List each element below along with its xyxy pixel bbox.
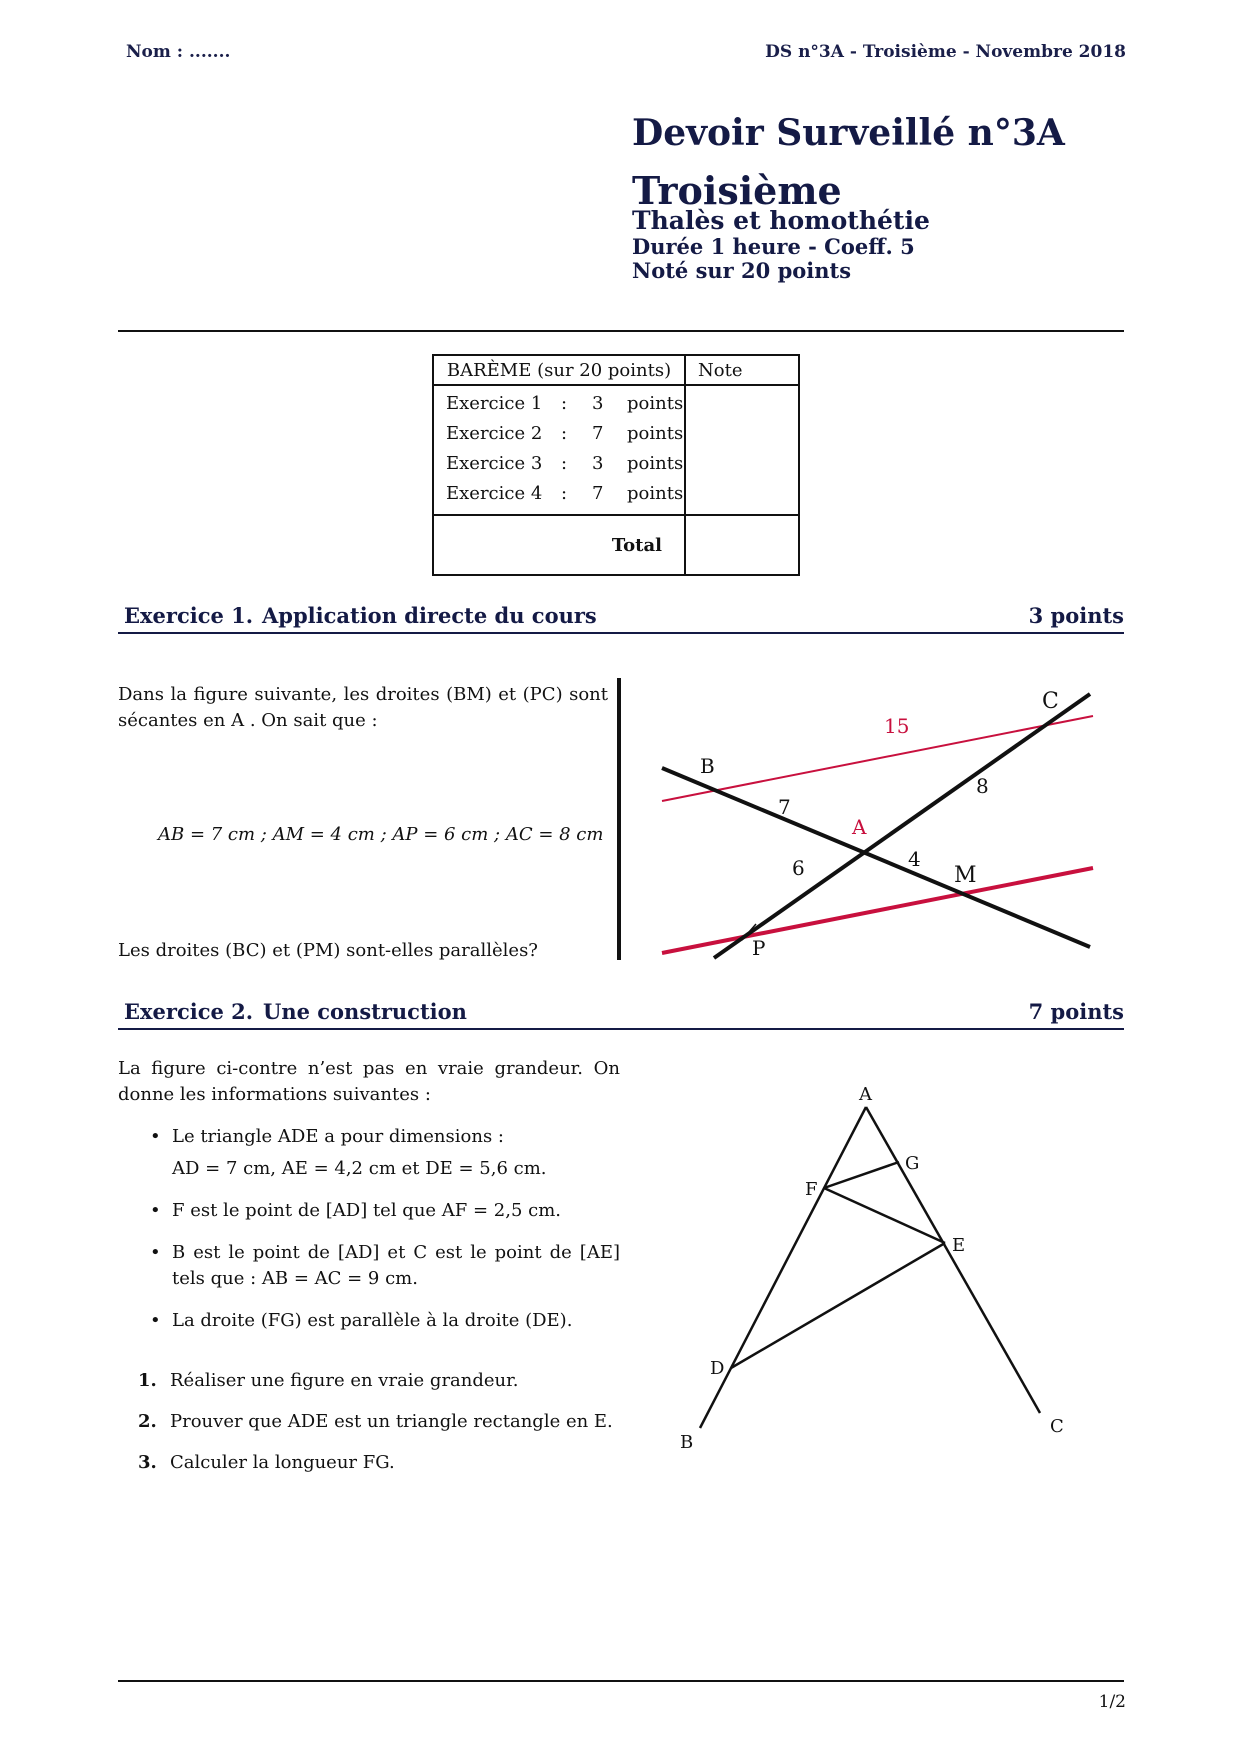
header-test-info: DS n°3A - Troisième - Novembre 2018 <box>765 42 1126 62</box>
label-e: E <box>952 1235 966 1256</box>
exercise1-data: AB = 7 cm ; AM = 4 cm ; AP = 6 cm ; AC = 8 cm <box>158 824 604 845</box>
label-a: A <box>859 1084 872 1105</box>
bareme-header-left: BARÈME (sur 20 points) <box>433 355 685 385</box>
bullet-text: Le triangle ADE a pour dimensions : <box>172 1126 504 1147</box>
bareme-exercise: Exercice 4 <box>446 482 543 504</box>
footer-divider <box>118 1680 1124 1682</box>
exercise2-points: 7 points <box>1028 999 1124 1024</box>
label-a: A <box>852 815 867 839</box>
line-ab <box>700 1107 866 1428</box>
label-f: F <box>805 1179 818 1200</box>
line-ac <box>866 1107 1040 1413</box>
bareme-points: 7 <box>592 482 604 504</box>
bareme-unit: points <box>627 452 684 474</box>
bareme-exercise: Exercice 3 <box>446 452 543 474</box>
label-g: G <box>905 1153 920 1174</box>
bareme-header-note: Note <box>685 355 799 385</box>
bareme-sep: : <box>561 422 568 444</box>
question-text: Réaliser une figure en vraie grandeur. <box>170 1370 519 1391</box>
header-name-field: Nom : ....... <box>126 42 231 62</box>
length-am: 4 <box>908 847 921 871</box>
question-number: 3. <box>138 1452 157 1473</box>
bareme-sep: : <box>561 482 568 504</box>
bareme-sep: : <box>561 392 568 414</box>
exercise2-number: Exercice 2. <box>124 999 254 1024</box>
scale-line: Noté sur 20 points <box>632 258 852 283</box>
bareme-points: 7 <box>592 422 604 444</box>
bullet-subtext: AD = 7 cm, AE = 4,2 cm et DE = 5,6 cm. <box>172 1158 547 1179</box>
question-number: 2. <box>138 1411 157 1432</box>
exercise2-title: Une construction <box>263 999 467 1024</box>
bareme-exercise: Exercice 1 <box>446 392 543 414</box>
duration-line: Durée 1 heure - Coeff. 5 <box>632 234 915 259</box>
bullet-dot: • <box>150 1242 161 1263</box>
bullet-dot: • <box>150 1200 161 1221</box>
exercise1-intro: Dans la figure suivante, les droites (BM) et (PC) sont sécantes en A . On sait que : <box>118 684 608 731</box>
length-ap: 6 <box>792 856 805 880</box>
label-m: M <box>954 863 977 888</box>
bullet-dot: • <box>150 1126 161 1147</box>
bullet-text: B est le point de [AD] et C est le point de [AE] tels que : AB = AC = 9 cm. <box>172 1242 620 1289</box>
length-ac: 8 <box>976 774 989 798</box>
bareme-unit: points <box>627 392 684 414</box>
exercise1-number: Exercice 1. <box>124 603 254 628</box>
bareme-points: 3 <box>592 452 604 474</box>
bareme-total-label: Total <box>433 515 685 575</box>
bareme-exercise: Exercice 2 <box>446 422 543 444</box>
exercise1-question: Les droites (BC) et (PM) sont-elles parallèles? <box>118 940 538 961</box>
label-b: B <box>680 1432 694 1453</box>
label-d: D <box>710 1358 725 1379</box>
bullet-text: F est le point de [AD] tel que AF = 2,5 cm. <box>172 1200 562 1221</box>
question-number: 1. <box>138 1370 157 1391</box>
bareme-unit: points <box>627 422 684 444</box>
exercise1-title: Application directe du cours <box>262 603 597 628</box>
bareme-unit: points <box>627 482 684 504</box>
page-number: 1/2 <box>1098 1692 1126 1712</box>
exercise2-intro: La figure ci-contre n’est pas en vraie grandeur. On donne les informations suivantes : <box>118 1058 620 1105</box>
bullet-text: La droite (FG) est parallèle à la droite (DE). <box>172 1310 573 1331</box>
bareme-sep: : <box>561 452 568 474</box>
bullet-dot: • <box>150 1310 161 1331</box>
exercise1-points: 3 points <box>1028 603 1124 628</box>
length-bc: 15 <box>884 714 910 738</box>
question-text: Prouver que ADE est un triangle rectangle en E. <box>170 1411 613 1432</box>
question-text: Calculer la longueur FG. <box>170 1452 395 1473</box>
page-title: Devoir Surveillé n°3A <box>632 112 1065 154</box>
label-c: C <box>1042 689 1059 714</box>
label-b: B <box>700 754 715 778</box>
label-p: P <box>752 936 766 960</box>
bareme-points: 3 <box>592 392 604 414</box>
topic-title: Thalès et homothétie <box>632 206 930 235</box>
label-c: C <box>1050 1416 1064 1437</box>
level-title: Troisième <box>632 168 842 213</box>
length-ab: 7 <box>778 795 791 819</box>
